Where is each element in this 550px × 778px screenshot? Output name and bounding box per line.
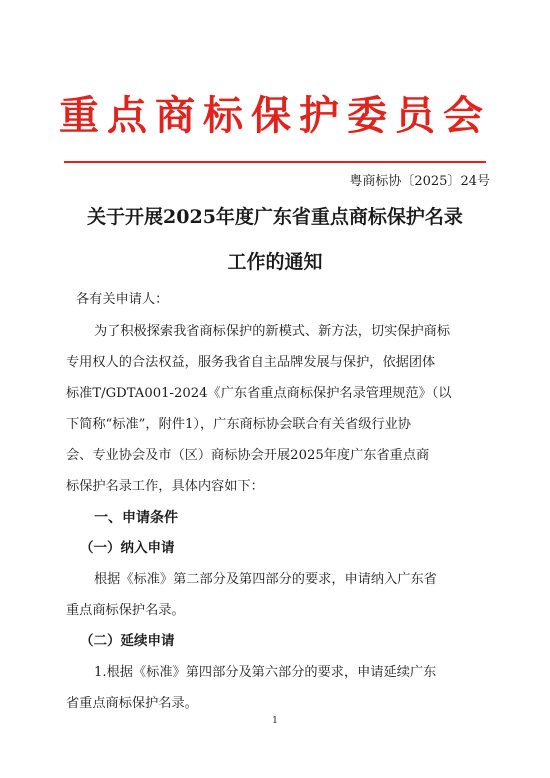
notice-title-line-1: 关于开展2025年度广东省重点商标保护名录	[87, 206, 463, 228]
notice-title-line-2: 工作的通知	[227, 251, 323, 273]
intro-line: 标保护名录工作，具体内容如下：	[66, 479, 264, 494]
red-divider	[64, 161, 486, 163]
page-number: 1	[272, 716, 278, 726]
subsection-text: 重点商标保护名录。	[66, 603, 185, 618]
subsection-heading-2: （二）延续申请	[80, 633, 175, 649]
intro-line: 会、专业协会及市（区）商标协会开展2025年度广东省重点商	[66, 448, 430, 463]
document-number: 粤商标协〔2025〕24号	[349, 174, 490, 189]
org-masthead: 重点商标保护委员会	[59, 92, 491, 139]
intro-line: 下简称“标准”，附件1），广东商标协会联合有关省级行业协	[66, 417, 411, 432]
intro-line: 为了积极探索我省商标保护的新模式、新方法，切实保护商标	[94, 324, 451, 339]
salutation: 各有关申请人：	[76, 292, 169, 307]
subsection-text: 根据《标准》第二部分及第四部分的要求，申请纳入广东省	[94, 572, 437, 587]
subsection-text: 省重点商标保护名录。	[66, 696, 198, 711]
intro-line: 标准T/GDTA001-2024《广东省重点商标保护名录管理规范》（以	[66, 386, 452, 401]
subsection-heading-1: （一）纳入申请	[80, 540, 175, 556]
intro-line: 专用权人的合法权益，服务我省自主品牌发展与保护，依据团体	[66, 355, 436, 370]
subsection-text: 1.根据《标准》第四部分及第六部分的要求，申请延续广东	[94, 665, 437, 680]
section-heading-1: 一、申请条件	[94, 510, 178, 526]
